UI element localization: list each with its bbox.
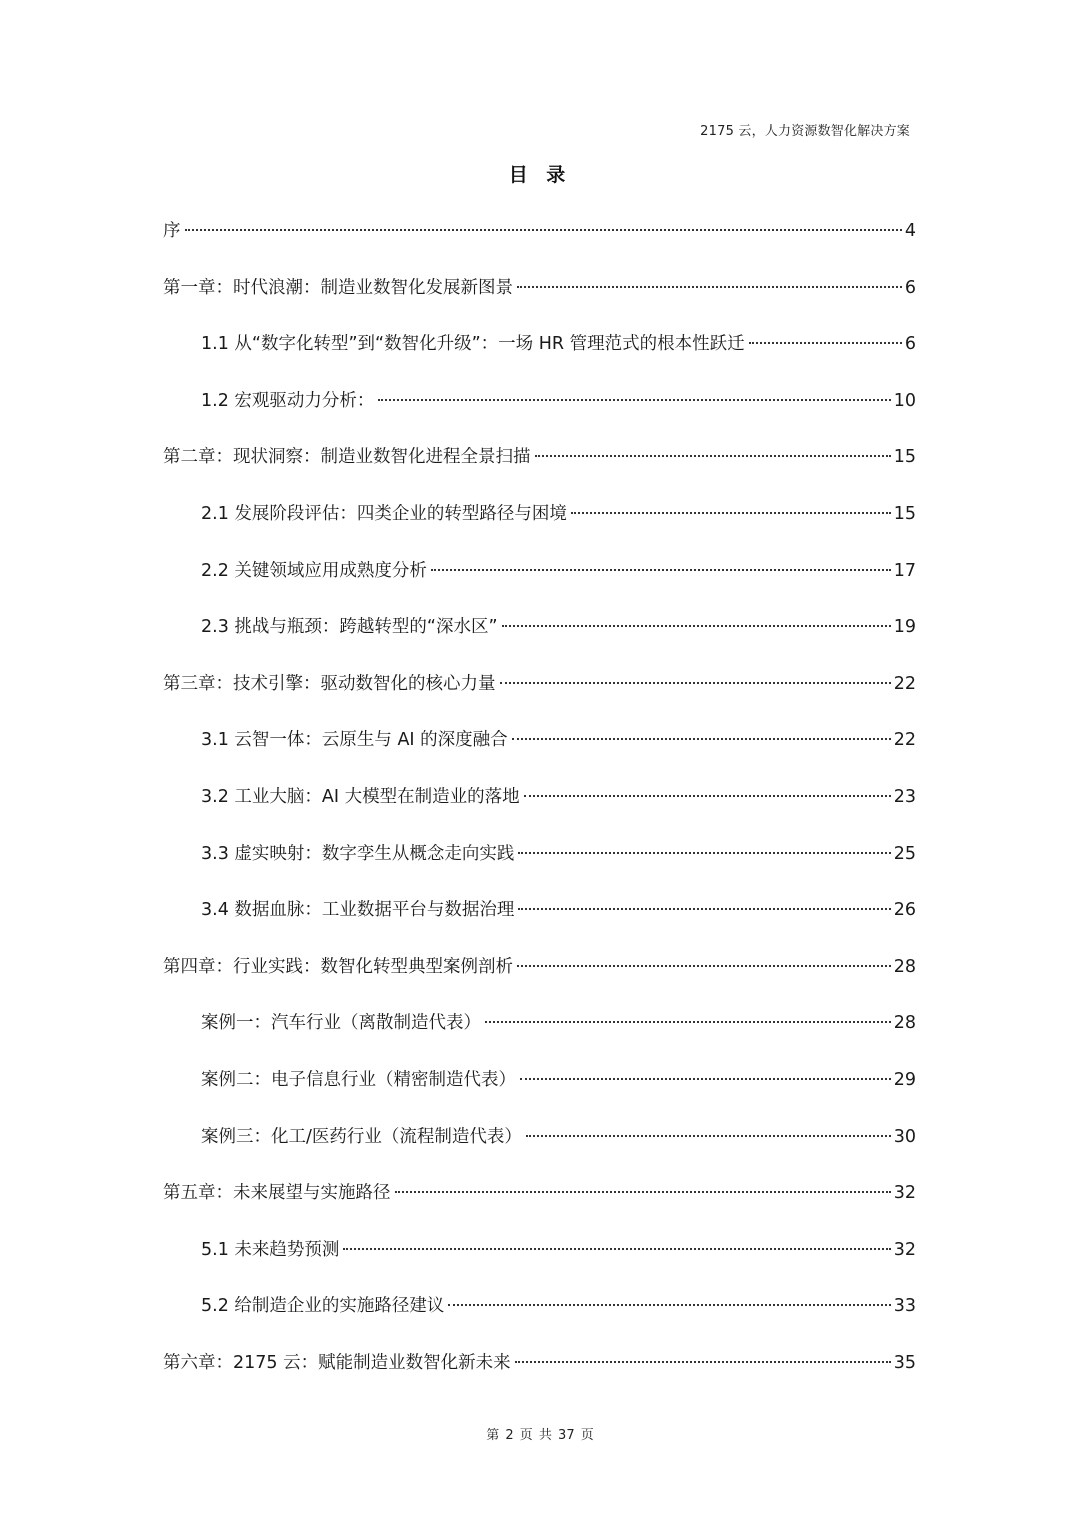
toc-entry-label: 2.2 关键领域应用成熟度分析: [201, 560, 427, 581]
toc-entry-label: 3.1 云智一体：云原生与 AI 的深度融合: [201, 730, 508, 751]
toc-entry-page-number: 25: [893, 843, 916, 864]
toc-entry-page-number: 26: [893, 900, 916, 921]
toc-entry-chapter[interactable]: [163, 269, 916, 326]
toc-entry-label: 案例一：汽车行业（离散制造代表）: [201, 1013, 481, 1034]
toc-entry-label: 第六章：2175 云：赋能制造业数智化新未来: [163, 1352, 511, 1373]
toc-dot-leader: [517, 286, 902, 288]
toc-entry-section[interactable]: [163, 721, 916, 778]
toc-entry-page-number: 35: [893, 1352, 916, 1373]
page-footer: 第 2 页 共 37 页: [486, 1428, 594, 1443]
toc-entry-label: 第二章：现状洞察：制造业数智化进程全景扫描: [163, 447, 531, 468]
toc-entry-chapter[interactable]: [163, 212, 916, 269]
toc-entry-section[interactable]: [163, 382, 916, 439]
toc-entry-page-number: 22: [893, 730, 916, 751]
toc-entry-label: 1.2 宏观驱动力分析：: [201, 390, 375, 411]
toc-entry-label: 3.3 虚实映射：数字孪生从概念走向实践: [201, 843, 515, 864]
toc-entry-chapter[interactable]: [163, 948, 916, 1005]
toc-title: 目 录: [508, 164, 572, 186]
toc-entry-label: 1.1 从“数字化转型”到“数智化升级”：一场 HR 管理范式的根本性跃迁: [201, 334, 745, 355]
toc-dot-leader: [517, 965, 891, 967]
toc-entry-section[interactable]: [163, 1004, 916, 1061]
toc-dot-leader: [448, 1304, 890, 1306]
toc-dot-leader: [515, 1361, 891, 1363]
toc-entry-chapter[interactable]: [163, 665, 916, 722]
toc-entry-chapter[interactable]: [163, 1344, 916, 1401]
toc-entry-label: 案例三：化工/医药行业（流程制造代表）: [201, 1126, 522, 1147]
toc-entry-section[interactable]: [163, 1231, 916, 1288]
toc-dot-leader: [500, 682, 891, 684]
toc-entry-page-number: 32: [893, 1239, 916, 1260]
toc-entry-chapter[interactable]: [163, 1174, 916, 1231]
toc-entry-label: 5.2 给制造企业的实施路径建议: [201, 1296, 445, 1317]
toc-entry-section[interactable]: [163, 835, 916, 892]
table-of-contents: [163, 212, 916, 1400]
toc-dot-leader: [520, 1078, 891, 1080]
toc-entry-label: 第四章：行业实践：数智化转型典型案例剖析: [163, 956, 513, 977]
toc-dot-leader: [571, 512, 891, 514]
toc-entry-label: 3.2 工业大脑：AI 大模型在制造业的落地: [201, 786, 520, 807]
toc-dot-leader: [518, 908, 890, 910]
toc-entry-section[interactable]: [163, 608, 916, 665]
toc-dot-leader: [502, 625, 891, 627]
toc-entry-section[interactable]: [163, 1061, 916, 1118]
toc-entry-section[interactable]: [163, 552, 916, 609]
toc-entry-page-number: 28: [893, 956, 916, 977]
toc-entry-page-number: 29: [893, 1069, 916, 1090]
running-header: 2175 云，人力资源数智化解决方案: [700, 124, 910, 139]
toc-entry-label: 第一章：时代浪潮：制造业数智化发展新图景: [163, 277, 513, 298]
toc-entry-page-number: 28: [893, 1013, 916, 1034]
toc-entry-page-number: 6: [904, 334, 916, 355]
toc-entry-page-number: 6: [904, 277, 916, 298]
toc-entry-label: 2.1 发展阶段评估：四类企业的转型路径与困境: [201, 503, 567, 524]
toc-entry-label: 5.1 未来趋势预测: [201, 1239, 340, 1260]
toc-entry-page-number: 4: [904, 221, 916, 241]
toc-entry-page-number: 10: [893, 390, 916, 411]
toc-dot-leader: [526, 1135, 891, 1137]
toc-dot-leader: [524, 795, 891, 797]
toc-entry-label: 3.4 数据血脉：工业数据平台与数据治理: [201, 900, 515, 921]
toc-dot-leader: [395, 1191, 891, 1193]
toc-entry-label: 案例二：电子信息行业（精密制造代表）: [201, 1069, 516, 1090]
toc-dot-leader: [512, 738, 891, 740]
toc-dot-leader: [185, 229, 902, 231]
toc-dot-leader: [518, 852, 890, 854]
toc-entry-page-number: 32: [893, 1183, 916, 1204]
toc-entry-section[interactable]: [163, 891, 916, 948]
toc-entry-page-number: 22: [893, 673, 916, 694]
toc-entry-page-number: 30: [893, 1126, 916, 1147]
toc-entry-page-number: 17: [893, 560, 916, 581]
toc-dot-leader: [378, 399, 890, 401]
toc-dot-leader: [535, 455, 891, 457]
toc-entry-page-number: 23: [893, 786, 916, 807]
toc-dot-leader: [485, 1021, 891, 1023]
toc-dot-leader: [749, 342, 902, 344]
toc-entry-section[interactable]: [163, 1118, 916, 1175]
toc-entry-label: 第三章：技术引擎：驱动数智化的核心力量: [163, 673, 496, 694]
toc-entry-section[interactable]: [163, 1287, 916, 1344]
toc-entry-section[interactable]: [163, 778, 916, 835]
toc-entry-section[interactable]: [163, 495, 916, 552]
toc-dot-leader: [431, 569, 891, 571]
toc-dot-leader: [343, 1248, 890, 1250]
toc-entry-chapter[interactable]: [163, 438, 916, 495]
toc-entry-label: 序: [163, 221, 181, 241]
toc-entry-page-number: 19: [893, 617, 916, 638]
toc-entry-page-number: 15: [893, 447, 916, 468]
toc-entry-label: 第五章：未来展望与实施路径: [163, 1183, 391, 1204]
toc-entry-label: 2.3 挑战与瓶颈：跨越转型的“深水区”: [201, 617, 498, 638]
toc-entry-section[interactable]: [163, 325, 916, 382]
toc-entry-page-number: 15: [893, 503, 916, 524]
toc-entry-page-number: 33: [893, 1296, 916, 1317]
